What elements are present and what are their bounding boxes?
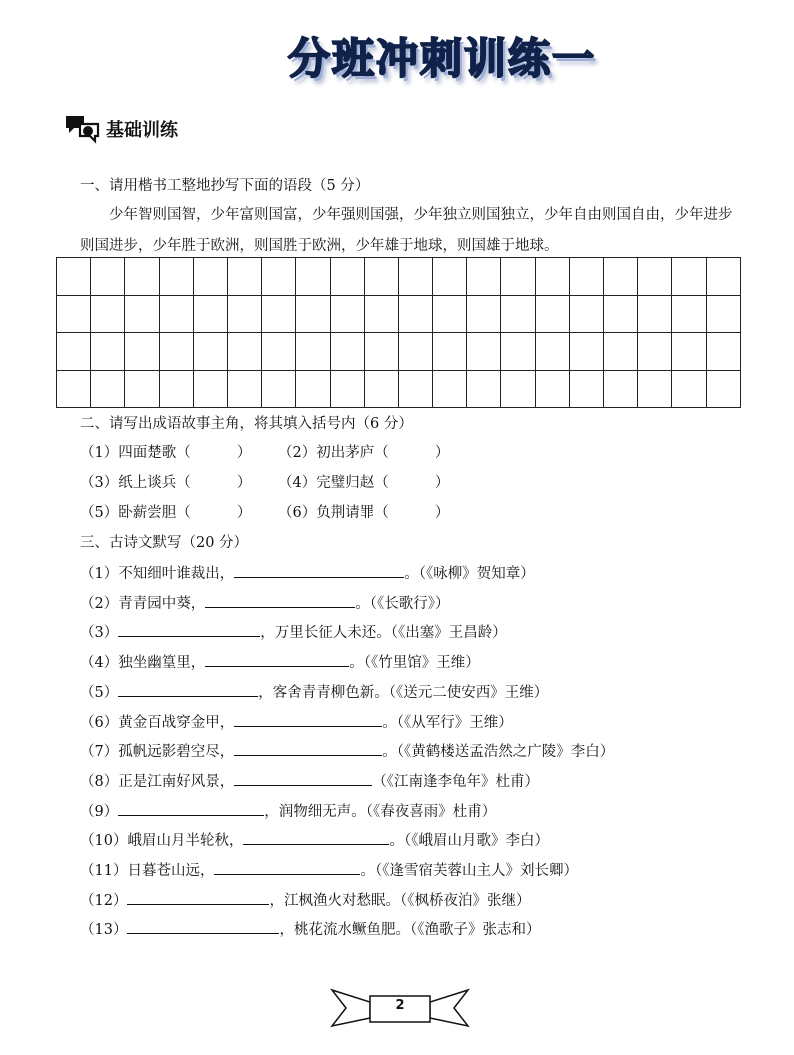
idiom-item: （6）负荆请罪（ ） bbox=[278, 505, 450, 521]
poem-line bbox=[80, 919, 540, 940]
poem-line bbox=[80, 771, 539, 792]
poem-line-source: ，万里长征人未还。（《出塞》王昌龄） bbox=[260, 625, 507, 642]
poem-line-prompt: （2）青青园中葵， bbox=[80, 595, 206, 612]
grid-cell[interactable] bbox=[672, 258, 706, 296]
grid-cell[interactable] bbox=[398, 258, 432, 296]
grid-cell[interactable] bbox=[296, 370, 330, 408]
grid-cell[interactable] bbox=[330, 333, 364, 371]
answer-blank[interactable] bbox=[118, 801, 264, 816]
poem-line-prompt: （10）峨眉山月半轮秋， bbox=[80, 833, 244, 850]
grid-cell[interactable] bbox=[262, 370, 296, 408]
grid-cell[interactable] bbox=[125, 258, 159, 296]
grid-cell[interactable] bbox=[501, 295, 535, 333]
poem-line-prompt: （9） bbox=[80, 803, 119, 820]
grid-cell[interactable] bbox=[227, 370, 261, 408]
writing-grid bbox=[56, 257, 741, 408]
grid-cell[interactable] bbox=[364, 258, 398, 296]
grid-cell[interactable] bbox=[706, 295, 740, 333]
answer-blank[interactable] bbox=[118, 622, 260, 637]
grid-cell[interactable] bbox=[262, 295, 296, 333]
grid-cell[interactable] bbox=[330, 370, 364, 408]
poem-line-prompt: （3） bbox=[80, 625, 119, 642]
idiom-item: （5）卧薪尝胆（ ） bbox=[80, 505, 252, 521]
grid-cell[interactable] bbox=[638, 370, 672, 408]
idiom-row bbox=[80, 503, 449, 523]
grid-cell[interactable] bbox=[398, 333, 432, 371]
poem-line-prompt: （7）孤帆远影碧空尽， bbox=[80, 744, 235, 761]
answer-blank[interactable] bbox=[205, 652, 349, 667]
poem-line bbox=[80, 890, 530, 911]
poem-line-prompt: （11）日暮苍山远， bbox=[80, 863, 215, 879]
poem-line bbox=[80, 801, 496, 822]
poem-line-source: 。（《黄鹤楼送孟浩然之广陵》李白） bbox=[382, 744, 615, 761]
grid-cell[interactable] bbox=[398, 370, 432, 408]
answer-blank[interactable] bbox=[127, 890, 269, 905]
poem-line-prompt: （5） bbox=[80, 684, 119, 701]
answer-blank[interactable] bbox=[118, 682, 258, 697]
grid-cell[interactable] bbox=[433, 295, 467, 333]
question-1-heading: 一、请用楷书工整地抄写下面的语段（5 分） bbox=[80, 178, 370, 194]
grid-cell[interactable] bbox=[569, 258, 603, 296]
grid-cell[interactable] bbox=[57, 333, 91, 371]
poem-line bbox=[80, 860, 578, 881]
grid-cell[interactable] bbox=[57, 370, 91, 408]
poem-line-prompt: （1）不知细叶谁裁出， bbox=[80, 566, 235, 582]
grid-cell[interactable] bbox=[706, 258, 740, 296]
grid-cell[interactable] bbox=[706, 370, 740, 408]
grid-cell[interactable] bbox=[433, 333, 467, 371]
poem-line bbox=[80, 652, 480, 673]
grid-cell[interactable] bbox=[501, 258, 535, 296]
grid-cell[interactable] bbox=[227, 295, 261, 333]
answer-blank[interactable] bbox=[234, 712, 382, 727]
grid-cell[interactable] bbox=[125, 295, 159, 333]
speech-bubbles-icon bbox=[62, 112, 104, 146]
grid-cell[interactable] bbox=[159, 258, 193, 296]
grid-cell[interactable] bbox=[604, 258, 638, 296]
grid-cell[interactable] bbox=[91, 333, 125, 371]
grid-cell[interactable] bbox=[125, 333, 159, 371]
grid-cell[interactable] bbox=[364, 370, 398, 408]
grid-cell[interactable] bbox=[535, 295, 569, 333]
answer-blank[interactable] bbox=[243, 830, 389, 845]
grid-cell[interactable] bbox=[398, 295, 432, 333]
poem-line-source: 。（《竹里馆》王维） bbox=[349, 655, 480, 672]
poem-line-prompt: （4）独坐幽篁里， bbox=[80, 655, 206, 672]
page-number: 2 bbox=[395, 998, 405, 1013]
answer-blank[interactable] bbox=[214, 860, 360, 875]
grid-cell[interactable] bbox=[501, 333, 535, 371]
grid-cell[interactable] bbox=[433, 258, 467, 296]
grid-cell[interactable] bbox=[262, 333, 296, 371]
grid-cell[interactable] bbox=[569, 295, 603, 333]
grid-cell[interactable] bbox=[262, 258, 296, 296]
grid-cell[interactable] bbox=[125, 370, 159, 408]
poem-line-source: （《江南逢李龟年》杜甫） bbox=[372, 773, 539, 790]
title-banner bbox=[0, 26, 794, 86]
grid-cell[interactable] bbox=[535, 258, 569, 296]
poem-line bbox=[80, 830, 549, 851]
poem-line bbox=[80, 593, 449, 614]
grid-cell[interactable] bbox=[193, 258, 227, 296]
poem-line-source: ，桃花流水鳜鱼肥。（《渔歌子》张志和） bbox=[279, 922, 541, 939]
answer-blank[interactable] bbox=[205, 593, 355, 608]
poem-line-prompt: （6）黄金百战穿金甲， bbox=[80, 714, 235, 731]
poem-line-source: ，润物细无声。（《春夜喜雨》杜甫） bbox=[264, 803, 497, 820]
grid-cell[interactable] bbox=[91, 258, 125, 296]
grid-cell[interactable] bbox=[467, 333, 501, 371]
answer-blank[interactable] bbox=[127, 919, 279, 934]
grid-cell[interactable] bbox=[91, 370, 125, 408]
idiom-row bbox=[80, 443, 449, 463]
grid-cell[interactable] bbox=[57, 258, 91, 296]
poem-line bbox=[80, 622, 507, 643]
grid-cell[interactable] bbox=[364, 333, 398, 371]
grid-cell[interactable] bbox=[604, 333, 638, 371]
poem-line bbox=[80, 712, 513, 733]
section-header bbox=[62, 112, 178, 146]
grid-cell[interactable] bbox=[57, 295, 91, 333]
grid-cell[interactable] bbox=[193, 295, 227, 333]
grid-cell[interactable] bbox=[604, 370, 638, 408]
poem-line-source: 。（《咏柳》贺知章） bbox=[404, 566, 535, 582]
grid-cell[interactable] bbox=[227, 333, 261, 371]
grid-cell[interactable] bbox=[638, 295, 672, 333]
grid-cell[interactable] bbox=[91, 295, 125, 333]
grid-cell[interactable] bbox=[159, 370, 193, 408]
grid-cell[interactable] bbox=[467, 295, 501, 333]
question-2-heading: 二、请写出成语故事主角，将其填入括号内（6 分） bbox=[80, 416, 413, 432]
grid-cell[interactable] bbox=[535, 370, 569, 408]
grid-cell[interactable] bbox=[433, 370, 467, 408]
answer-blank[interactable] bbox=[234, 741, 382, 756]
poem-line bbox=[80, 682, 548, 703]
idiom-item: （1）四面楚歌（ ） bbox=[80, 445, 252, 461]
grid-cell[interactable] bbox=[638, 333, 672, 371]
grid-cell[interactable] bbox=[330, 295, 364, 333]
grid-cell[interactable] bbox=[706, 333, 740, 371]
poem-line-source: 。（《从军行》王维） bbox=[382, 714, 513, 731]
grid-cell[interactable] bbox=[364, 295, 398, 333]
poem-line-source: ，客舍青青柳色新。（《送元二使安西》王维） bbox=[258, 684, 549, 701]
grid-cell[interactable] bbox=[296, 258, 330, 296]
grid-cell[interactable] bbox=[501, 370, 535, 408]
grid-cell[interactable] bbox=[672, 333, 706, 371]
idiom-row bbox=[80, 473, 449, 493]
poem-line-prompt: （12） bbox=[80, 892, 128, 909]
grid-cell[interactable] bbox=[159, 295, 193, 333]
grid-cell[interactable] bbox=[296, 333, 330, 371]
grid-cell[interactable] bbox=[569, 333, 603, 371]
grid-cell[interactable] bbox=[672, 295, 706, 333]
poem-line-source: ，江枫渔火对愁眠。（《枫桥夜泊》张继） bbox=[269, 892, 531, 909]
grid-cell[interactable] bbox=[604, 295, 638, 333]
grid-cell[interactable] bbox=[535, 333, 569, 371]
poem-line-prompt: （13） bbox=[80, 922, 128, 939]
grid-cell[interactable] bbox=[193, 333, 227, 371]
section-title: 基础训练 bbox=[106, 120, 178, 141]
poem-line-source: 。（《长歌行》） bbox=[355, 595, 450, 612]
question-1-passage: 少年智则国智，少年富则国富，少年强则国强，少年独立则国独立，少年自由则国自由，少年进步则国进步，少年胜于欧洲，则国胜于欧洲，少年雄于地球，则国雄于地球。 bbox=[80, 207, 733, 254]
poem-line-source: 。（《逢雪宿芙蓉山主人》刘长卿） bbox=[360, 863, 578, 879]
grid-cell[interactable] bbox=[330, 258, 364, 296]
grid-cell[interactable] bbox=[159, 333, 193, 371]
grid-cell[interactable] bbox=[672, 370, 706, 408]
question-3-heading: 三、古诗文默写（20 分） bbox=[80, 535, 249, 551]
idiom-item: （3）纸上谈兵（ ） bbox=[80, 475, 252, 491]
answer-blank[interactable] bbox=[234, 563, 404, 578]
grid-cell[interactable] bbox=[569, 370, 603, 408]
idiom-item: （2）初出茅庐（ ） bbox=[278, 445, 450, 461]
grid-cell[interactable] bbox=[467, 370, 501, 408]
idiom-item: （4）完璧归赵（ ） bbox=[278, 475, 450, 491]
answer-blank[interactable] bbox=[234, 771, 372, 786]
grid-cell[interactable] bbox=[296, 295, 330, 333]
grid-cell[interactable] bbox=[193, 370, 227, 408]
poem-line-prompt: （8）正是江南好风景， bbox=[80, 773, 235, 790]
poem-line bbox=[80, 741, 614, 762]
poem-line-source: 。（《峨眉山月歌》李白） bbox=[389, 833, 549, 850]
grid-cell[interactable] bbox=[227, 258, 261, 296]
poem-line bbox=[80, 563, 535, 584]
grid-cell[interactable] bbox=[638, 258, 672, 296]
grid-cell[interactable] bbox=[467, 258, 501, 296]
page-title: 分班冲刺训练一 bbox=[287, 34, 596, 83]
